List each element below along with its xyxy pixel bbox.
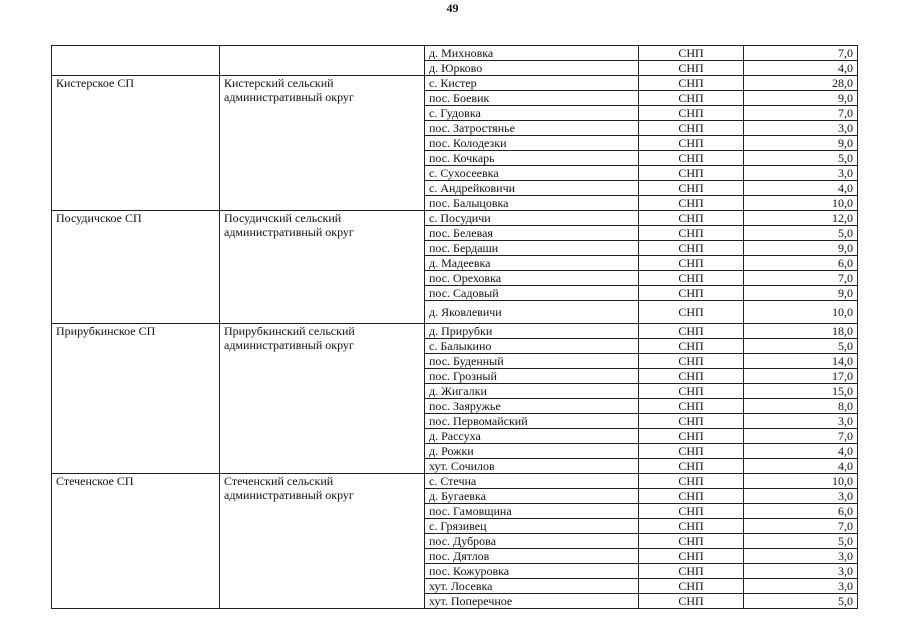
municipality-cell: Кистерское СП	[52, 76, 220, 211]
area-value-cell: 9,0	[744, 136, 858, 151]
area-value-cell: 9,0	[744, 91, 858, 106]
settlement-type-cell: СНП	[639, 211, 744, 226]
settlement-name-cell: пос. Боевик	[425, 91, 639, 106]
settlement-name-cell: пос. Гамовщина	[425, 504, 639, 519]
area-value-cell: 4,0	[744, 444, 858, 459]
area-value-cell: 7,0	[744, 519, 858, 534]
settlement-type-cell: СНП	[639, 474, 744, 489]
municipality-cell: Прирубкинское СП	[52, 324, 220, 474]
area-value-cell: 10,0	[744, 301, 858, 324]
settlement-type-cell: СНП	[639, 196, 744, 211]
settlements-table-body	[52, 46, 858, 609]
settlement-type-cell: СНП	[639, 564, 744, 579]
area-value-cell: 3,0	[744, 564, 858, 579]
settlement-type-cell: СНП	[639, 121, 744, 136]
settlement-type-cell: СНП	[639, 339, 744, 354]
area-value-cell: 10,0	[744, 196, 858, 211]
settlement-type-cell: СНП	[639, 429, 744, 444]
settlement-name-cell: пос. Кожуровка	[425, 564, 639, 579]
district-cell: Стеченский сельский административный округ	[220, 474, 425, 609]
settlement-type-cell: СНП	[639, 489, 744, 504]
area-value-cell: 3,0	[744, 121, 858, 136]
settlement-name-cell: с. Грязивец	[425, 519, 639, 534]
settlement-type-cell: СНП	[639, 549, 744, 564]
district-cell: Кистерский сельский административный округ	[220, 76, 425, 211]
area-value-cell: 3,0	[744, 489, 858, 504]
settlement-name-cell: д. Михновка	[425, 46, 639, 61]
settlement-type-cell: СНП	[639, 324, 744, 339]
page-number: 49	[446, 1, 459, 15]
area-value-cell: 10,0	[744, 474, 858, 489]
settlement-name-cell: д. Рожки	[425, 444, 639, 459]
municipality-cell	[52, 46, 220, 76]
settlement-type-cell: СНП	[639, 46, 744, 61]
settlement-type-cell: СНП	[639, 106, 744, 121]
settlement-type-cell: СНП	[639, 166, 744, 181]
settlement-type-cell: СНП	[639, 519, 744, 534]
settlement-type-cell: СНП	[639, 61, 744, 76]
area-value-cell: 5,0	[744, 151, 858, 166]
area-value-cell: 3,0	[744, 579, 858, 594]
table-row	[52, 474, 858, 489]
area-value-cell: 5,0	[744, 534, 858, 549]
area-value-cell: 7,0	[744, 46, 858, 61]
settlement-type-cell: СНП	[639, 181, 744, 196]
settlement-name-cell: с. Посудичи	[425, 211, 639, 226]
settlement-name-cell: д. Юрково	[425, 61, 639, 76]
settlement-name-cell: хут. Сочилов	[425, 459, 639, 474]
settlement-type-cell: СНП	[639, 414, 744, 429]
settlement-name-cell: пос. Дятлов	[425, 549, 639, 564]
table-row	[52, 324, 858, 339]
table-row	[52, 211, 858, 226]
settlement-name-cell: д. Рассуха	[425, 429, 639, 444]
area-value-cell: 5,0	[744, 594, 858, 609]
settlement-name-cell: с. Стечна	[425, 474, 639, 489]
district-cell	[220, 46, 425, 76]
settlement-type-cell: СНП	[639, 444, 744, 459]
settlement-name-cell: пос. Белевая	[425, 226, 639, 241]
settlement-type-cell: СНП	[639, 271, 744, 286]
settlement-name-cell: пос. Бердаши	[425, 241, 639, 256]
area-value-cell: 4,0	[744, 61, 858, 76]
municipality-cell: Посудичское СП	[52, 211, 220, 324]
settlement-type-cell: СНП	[639, 241, 744, 256]
settlement-name-cell: с. Кистер	[425, 76, 639, 91]
settlement-name-cell: хут. Лосевка	[425, 579, 639, 594]
area-value-cell: 28,0	[744, 76, 858, 91]
settlement-name-cell: с. Гудовка	[425, 106, 639, 121]
settlement-type-cell: СНП	[639, 354, 744, 369]
area-value-cell: 5,0	[744, 226, 858, 241]
settlement-name-cell: д. Мадеевка	[425, 256, 639, 271]
settlement-type-cell: СНП	[639, 579, 744, 594]
settlement-type-cell: СНП	[639, 399, 744, 414]
settlement-type-cell: СНП	[639, 256, 744, 271]
area-value-cell: 6,0	[744, 504, 858, 519]
settlement-name-cell: пос. Садовый	[425, 286, 639, 301]
settlement-name-cell: д. Прирубки	[425, 324, 639, 339]
settlement-type-cell: СНП	[639, 594, 744, 609]
settlement-name-cell: хут. Поперечное	[425, 594, 639, 609]
settlement-name-cell: пос. Первомайский	[425, 414, 639, 429]
settlement-name-cell: пос. Буденный	[425, 354, 639, 369]
settlement-name-cell: пос. Кочкарь	[425, 151, 639, 166]
area-value-cell: 15,0	[744, 384, 858, 399]
area-value-cell: 3,0	[744, 166, 858, 181]
settlement-name-cell: пос. Затростянье	[425, 121, 639, 136]
area-value-cell: 5,0	[744, 339, 858, 354]
area-value-cell: 3,0	[744, 549, 858, 564]
settlement-type-cell: СНП	[639, 76, 744, 91]
area-value-cell: 7,0	[744, 271, 858, 286]
area-value-cell: 17,0	[744, 369, 858, 384]
settlement-name-cell: д. Жигалки	[425, 384, 639, 399]
settlement-name-cell: с. Сухосеевка	[425, 166, 639, 181]
area-value-cell: 9,0	[744, 241, 858, 256]
settlement-type-cell: СНП	[639, 504, 744, 519]
settlement-name-cell: пос. Балыцовка	[425, 196, 639, 211]
area-value-cell: 7,0	[744, 106, 858, 121]
settlement-type-cell: СНП	[639, 301, 744, 324]
settlement-name-cell: д. Яковлевичи	[425, 301, 639, 324]
settlement-name-cell: с. Балыкино	[425, 339, 639, 354]
settlement-type-cell: СНП	[639, 91, 744, 106]
settlement-name-cell: д. Бугаевка	[425, 489, 639, 504]
settlement-type-cell: СНП	[639, 226, 744, 241]
settlement-name-cell: пос. Заяружье	[425, 399, 639, 414]
settlement-name-cell: с. Андрейковичи	[425, 181, 639, 196]
settlement-name-cell: пос. Грозный	[425, 369, 639, 384]
area-value-cell: 8,0	[744, 399, 858, 414]
settlement-type-cell: СНП	[639, 369, 744, 384]
settlement-type-cell: СНП	[639, 286, 744, 301]
area-value-cell: 6,0	[744, 256, 858, 271]
settlement-type-cell: СНП	[639, 459, 744, 474]
settlement-name-cell: пос. Дуброва	[425, 534, 639, 549]
settlement-type-cell: СНП	[639, 136, 744, 151]
district-cell: Прирубкинский сельский административный округ	[220, 324, 425, 474]
table-row	[52, 76, 858, 91]
settlement-name-cell: пос. Ореховка	[425, 271, 639, 286]
area-value-cell: 7,0	[744, 429, 858, 444]
area-value-cell: 4,0	[744, 459, 858, 474]
settlement-type-cell: СНП	[639, 384, 744, 399]
area-value-cell: 9,0	[744, 286, 858, 301]
municipality-cell: Стеченское СП	[52, 474, 220, 609]
area-value-cell: 14,0	[744, 354, 858, 369]
settlement-name-cell: пос. Колодезки	[425, 136, 639, 151]
settlements-table	[51, 45, 858, 609]
area-value-cell: 18,0	[744, 324, 858, 339]
area-value-cell: 3,0	[744, 414, 858, 429]
area-value-cell: 4,0	[744, 181, 858, 196]
settlement-type-cell: СНП	[639, 151, 744, 166]
district-cell: Посудичский сельский административный округ	[220, 211, 425, 324]
table-row	[52, 46, 858, 61]
area-value-cell: 12,0	[744, 211, 858, 226]
settlement-type-cell: СНП	[639, 534, 744, 549]
